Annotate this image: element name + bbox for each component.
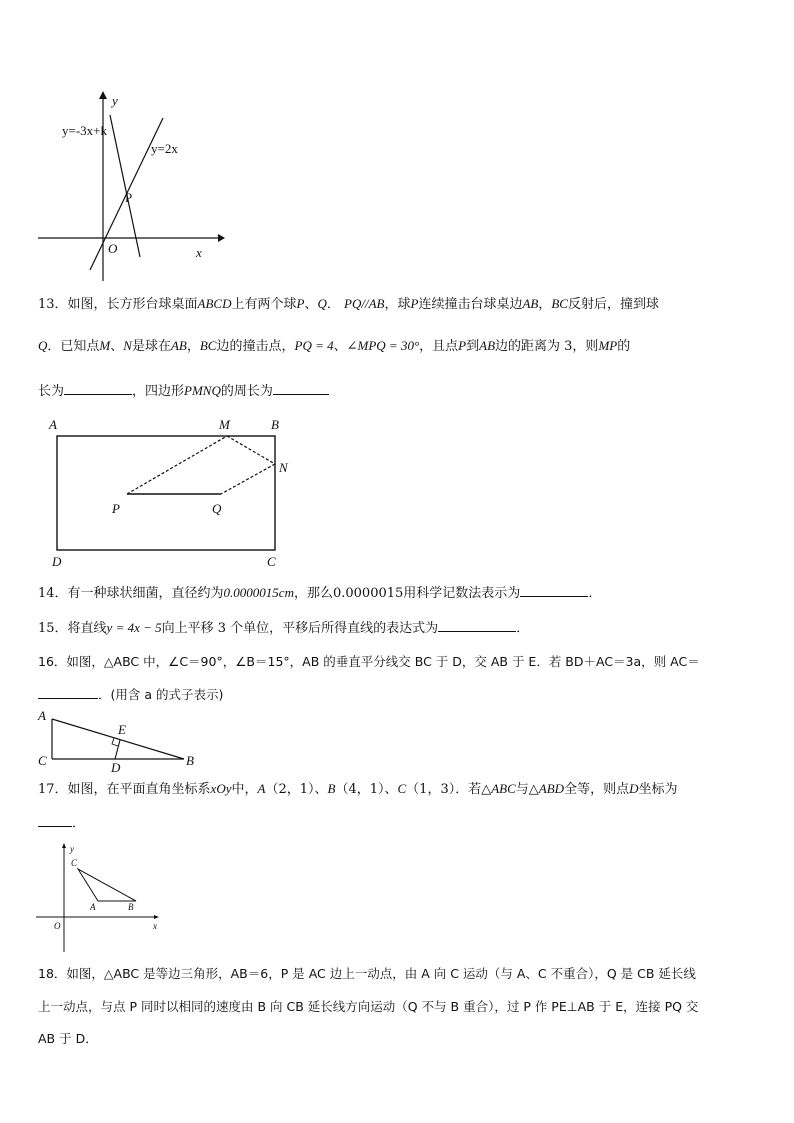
answer-blank-17[interactable]	[38, 812, 72, 827]
label-x: x	[153, 921, 157, 931]
label-q: Q	[212, 501, 222, 516]
question-13-line-2: Q．已知点M、N是球在AB，BC边的撞击点，PQ = 4、∠MPQ = 30°，且点P到AB边的距离为 3，则MP的	[38, 338, 631, 354]
origin-label: O	[108, 241, 118, 256]
x-axis-arrow	[218, 234, 225, 242]
figure-right-triangle	[34, 706, 204, 774]
pq-length: PQ = 4	[294, 338, 334, 353]
line1-label: y=-3x+k	[62, 123, 107, 138]
triangle-abc	[78, 869, 136, 901]
segment-nq	[221, 464, 275, 494]
question-16-line-2: ．(用含 a 的式子表示)	[38, 684, 223, 705]
label-b: B	[186, 753, 194, 768]
table-rect	[57, 436, 275, 550]
label-b: B	[271, 417, 279, 432]
question-17-line-2: ．	[38, 812, 85, 834]
answer-blank-15[interactable]	[438, 617, 516, 632]
parallel-condition: PQ//AB	[344, 296, 385, 311]
point-p-label: P	[125, 190, 133, 205]
line2-label: y=2x	[151, 141, 178, 156]
label-e: E	[118, 722, 126, 737]
label-d: D	[111, 760, 121, 774]
question-16-line-1: 16．如图，△ABC 中，∠C＝90°，∠B＝15°，AB 的垂直平分线交 BC 于 D，交 AB 于 E．若 BD＋AC＝3a，则 AC＝	[38, 654, 700, 669]
answer-blank-mp[interactable]	[64, 380, 132, 395]
label-c: C	[267, 554, 276, 569]
label-c: C	[71, 858, 78, 868]
x-axis-label: x	[196, 245, 202, 260]
bisector-ed	[115, 740, 120, 759]
line-y-neg3x-k	[110, 115, 140, 257]
question-15: 15．将直线y = 4x − 5向上平移 3 个单位，平移后所得直线的表达式为 ．	[38, 617, 529, 639]
label-c: C	[38, 753, 47, 768]
label-a: A	[49, 417, 57, 432]
segment-mn	[227, 436, 275, 464]
question-18-line-3: AB 于 D．	[38, 1031, 98, 1046]
y-axis-label: y	[112, 93, 118, 108]
label-p: P	[112, 501, 120, 516]
y-axis-arrow	[99, 91, 107, 99]
question-13-line-1: 13．如图，长方形台球桌面ABCD上有两个球P、Q． PQ//AB，球P连续撞击台球桌边AB，BC反射后，撞到球	[38, 296, 659, 312]
answer-blank-perimeter[interactable]	[273, 380, 329, 395]
question-18-line-1: 18．如图，△ABC 是等边三角形，AB＝6，P 是 AC 边上一动点，由 A 向 C 运动（与 A、C 不重合），Q 是 CB 延长线	[38, 966, 696, 981]
label-n: N	[279, 460, 288, 475]
label-b: B	[128, 902, 134, 912]
question-18-line-2: 上一动点，与点 P 同时以相同的速度由 B 向 CB 延长线方向运动（Q 不与 B 重合），过 P 作 PE⊥AB 于 E，连接 PQ 交	[38, 999, 699, 1014]
question-13-line-3: 长为 ，四边形PMNQ的周长为	[38, 380, 329, 402]
figure-coordinate-triangle	[36, 840, 166, 955]
angle-mpq: ∠MPQ = 30°	[346, 338, 420, 353]
answer-blank-14[interactable]	[520, 582, 588, 597]
label-d: D	[52, 554, 62, 569]
segment-pm	[127, 436, 227, 494]
y-axis-arrow	[62, 843, 66, 848]
answer-blank-16[interactable]	[38, 684, 98, 699]
x-axis-arrow	[154, 915, 159, 919]
decimal-value: 0.0000015	[332, 586, 404, 601]
label-o: O	[54, 921, 61, 931]
line-expression: y = 4x − 5	[106, 620, 162, 635]
figure-line-intersection	[30, 85, 230, 285]
label-m: M	[219, 417, 230, 432]
label-y: y	[70, 844, 74, 854]
label-a: A	[38, 708, 46, 723]
question-14: 14．有一种球状细菌，直径约为0.0000015cm，那么0.0000015用科学记数法表示为 ．	[38, 582, 601, 604]
diameter-value: 0.0000015cm	[223, 585, 294, 600]
figure-billiard-table	[40, 410, 310, 575]
question-17-line-1: 17．如图，在平面直角坐标系xOy中，A（2，1）、B（4，1）、C（1，3）．若△ABC与△ABD全等，则点D坐标为	[38, 781, 678, 797]
label-a: A	[90, 902, 96, 912]
